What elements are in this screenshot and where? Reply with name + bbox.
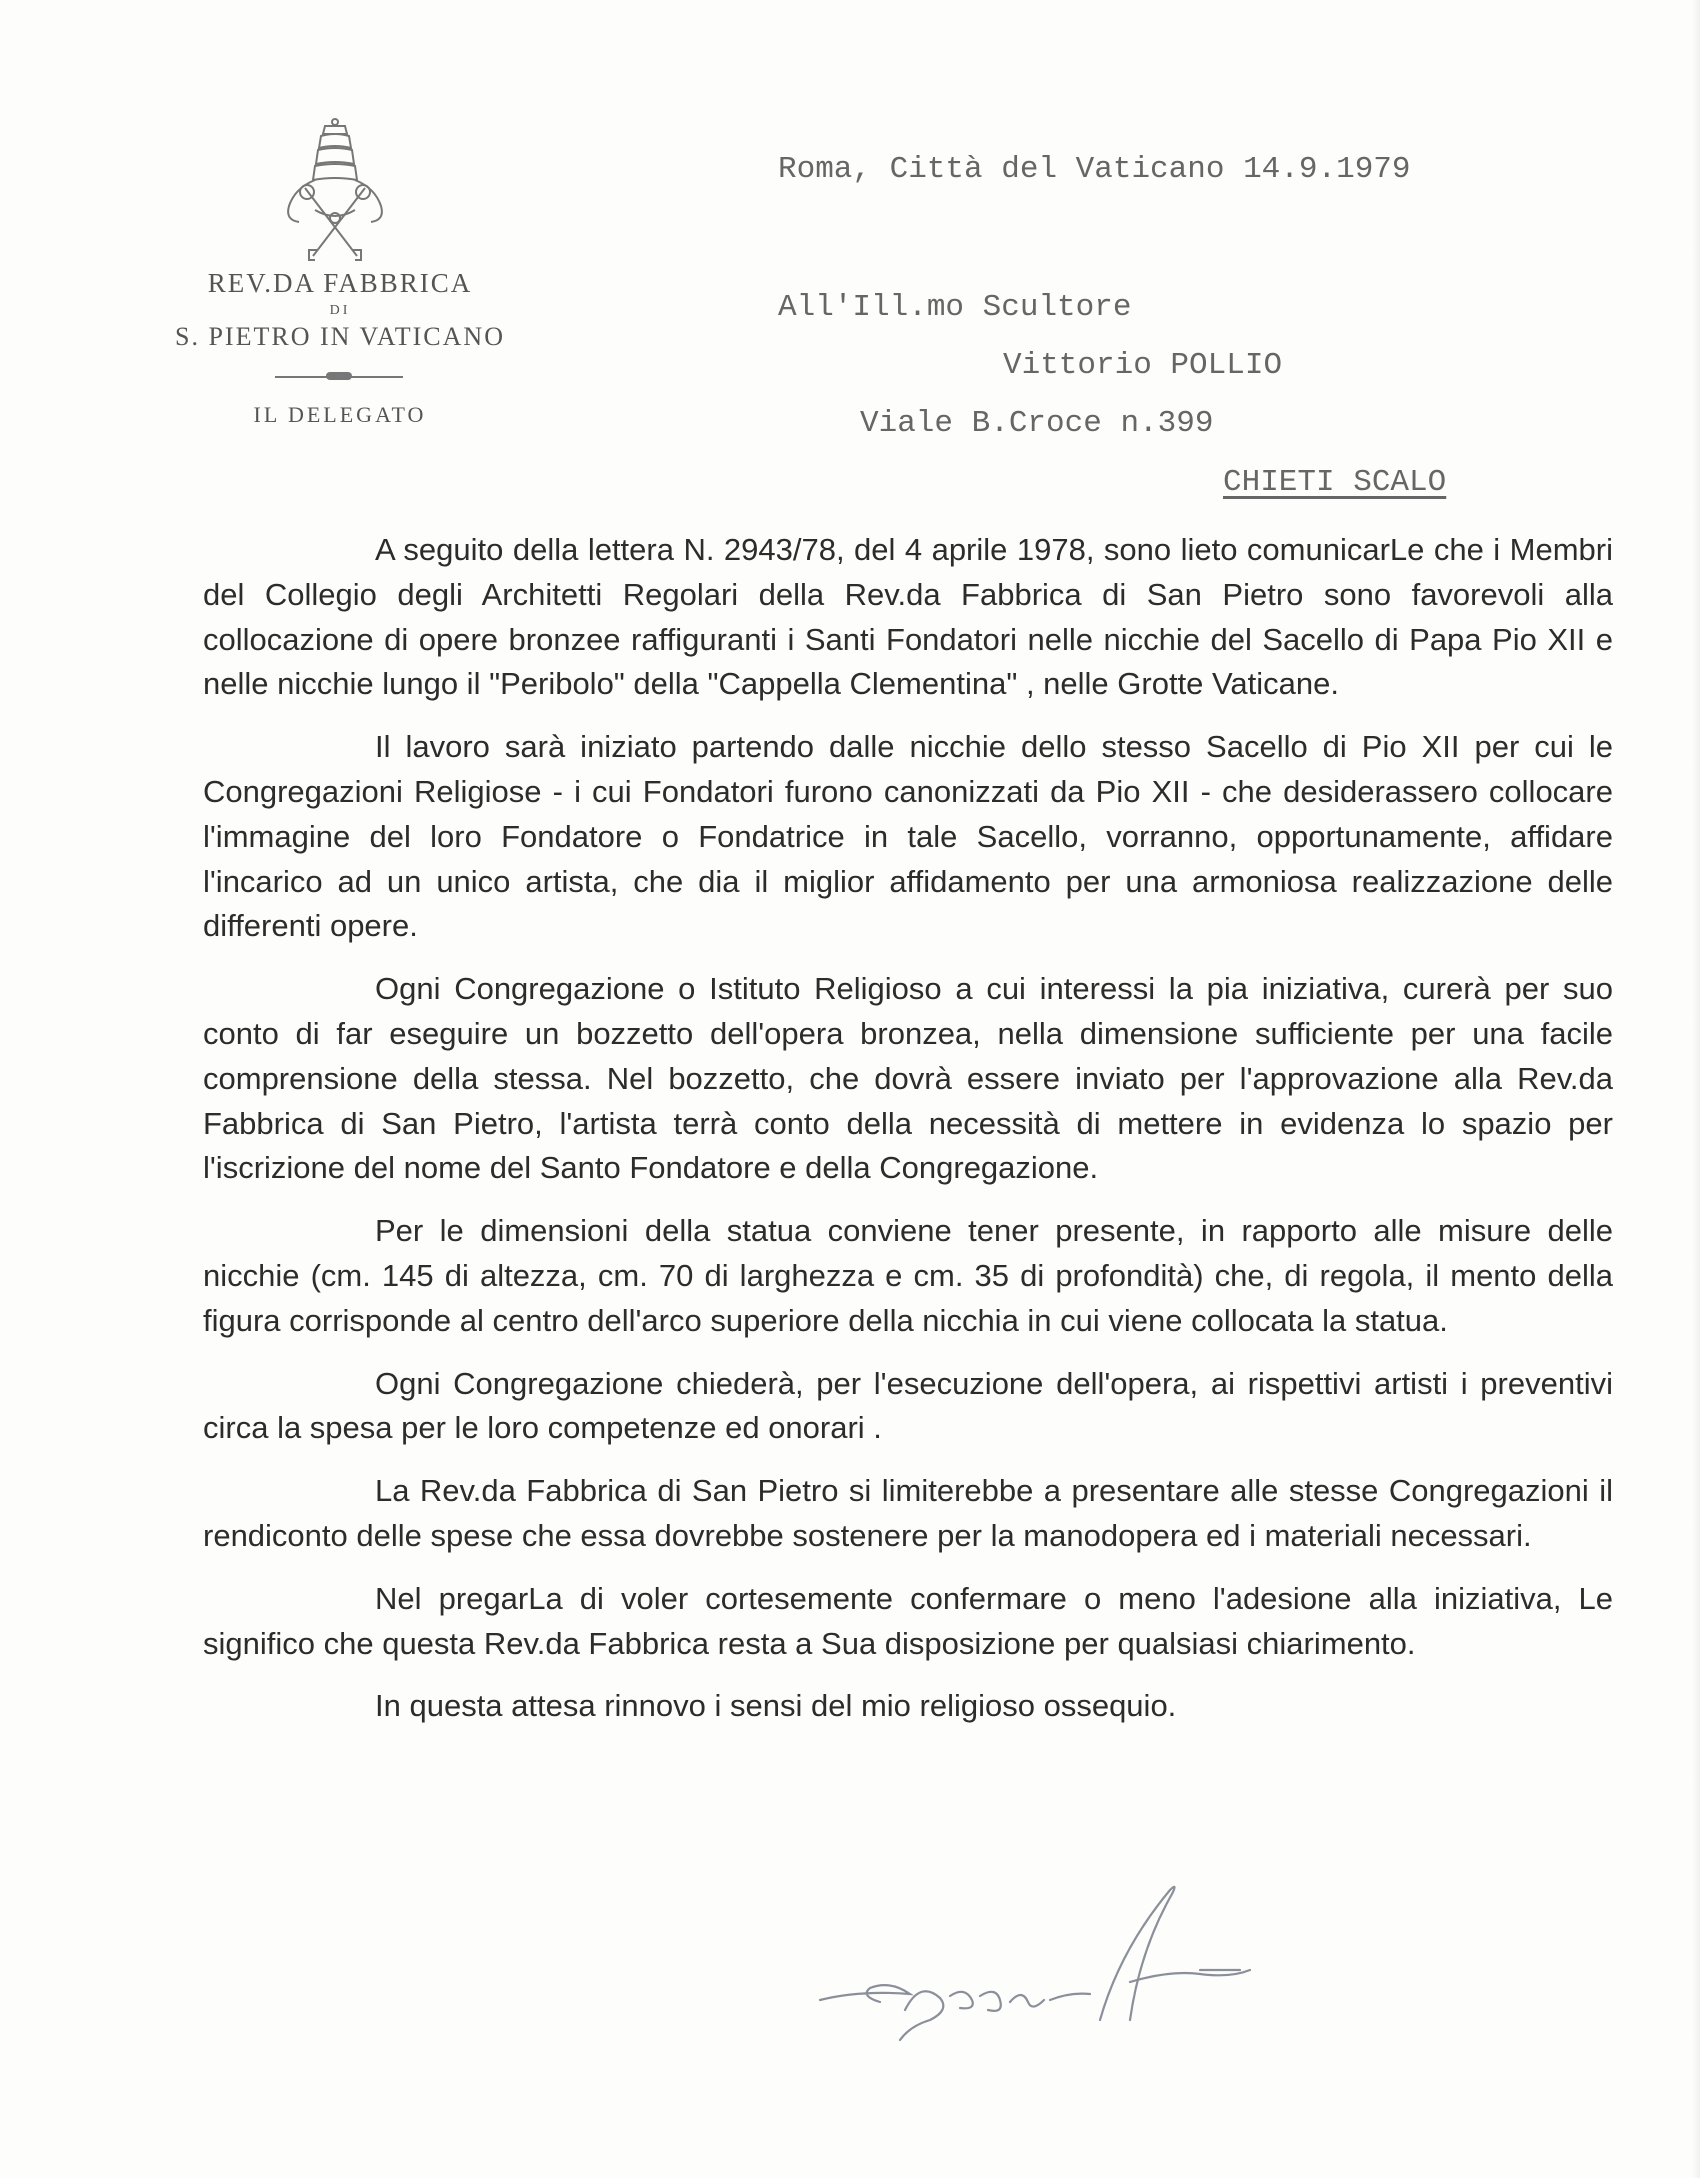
paragraph: Nel pregarLa di voler cortesemente confermare o meno l'adesione alla iniziativa, Le significo che questa Rev.da Fabbrica resta a Sua disposizione per qualsiasi chiarimento.: [203, 1580, 1613, 1661]
paragraph: Ogni Congregazione o Istituto Religioso a cui interessi la pia iniziativa, curerà per suo conto di far eseguire un bozzetto dell'opera bronzea, nella dimensione sufficiente per una facile comprensione della stessa. Nel bozzetto, che dovrà essere inviato per l'approvazione alla Rev.da Fabbrica di San Pietro, l'artista terrà conto della necessità di mettere in evidenza lo spazio per l'iscrizione del nome del Santo Fondatore e della Congregazione.: [203, 971, 1613, 1186]
recipient-street: Viale B.Croce n.399: [860, 406, 1214, 441]
place-date: Roma, Città del Vaticano 14.9.1979: [778, 152, 1411, 187]
recipient-name: Vittorio POLLIO: [1003, 348, 1283, 383]
papal-keys-tiara-icon: [275, 118, 395, 268]
letterhead-line2: DI: [329, 303, 351, 318]
letterhead-line1: REV.DA FABBRICA: [207, 268, 473, 298]
paragraph: A seguito della lettera N. 2943/78, del 4 aprile 1978, sono lieto comunicarLe che i Membri del Collegio degli Architetti Regolari della Rev.da Fabbrica di San Pietro sono favorevoli alla collocazione di opere bronzee raffiguranti i Santi Fondatori nelle nicchie del Sacello di Papa Pio XII e nelle nicchie lungo il "Peribolo" della "Cappella Clementina" , nelle Grotte Vaticane.: [203, 532, 1613, 702]
paragraph: Per le dimensioni della statua conviene tener presente, in rapporto alle misure delle nicchie (cm. 145 di altezza, cm. 70 di larghezza e cm. 35 di profondità) che, di regola, il mento della figura corrisponde al centro dell'arco superiore della nicchia in cui viene collocata la statua.: [203, 1213, 1613, 1338]
recipient-city: CHIETI SCALO: [1223, 465, 1447, 500]
closing-line: In questa attesa rinnovo i sensi del mio religioso ossequio.: [375, 1688, 1177, 1724]
handwritten-signature: [800, 1870, 1320, 2070]
recipient-salutation: All'Ill.mo Scultore: [778, 290, 1132, 325]
paragraph: Ogni Congregazione chiederà, per l'esecuzione dell'opera, ai rispettivi artisti i preventivi circa la spesa per le loro competenze ed onorari .: [203, 1365, 1613, 1446]
paragraph: Il lavoro sarà iniziato partendo dalle nicchie dello stesso Sacello di Pio XII per cui le Congregazioni Religiose - i cui Fondatori furono canonizzati da Pio XII - che desiderassero collocare l'immagine del loro Fondatore o Fondatrice in tale Sacello, vorranno, opportunamente, affidare l'incarico ad un unico artista, che dia il miglior affidamento per una armoniosa realizzazione delle differenti opere.: [203, 729, 1613, 944]
paper-edge: [1692, 0, 1700, 2178]
letterhead-rule-ornament: [326, 372, 352, 380]
letterhead-office: IL DELEGATO: [253, 402, 427, 427]
letter-body: [203, 528, 1613, 1747]
letterhead-line3: S. PIETRO IN VATICANO: [175, 322, 505, 351]
paragraph: La Rev.da Fabbrica di San Pietro si limiterebbe a presentare alle stesse Congregazioni il rendiconto delle spese che essa dovrebbe sostenere per la manodopera ed i materiali necessari.: [203, 1473, 1613, 1553]
